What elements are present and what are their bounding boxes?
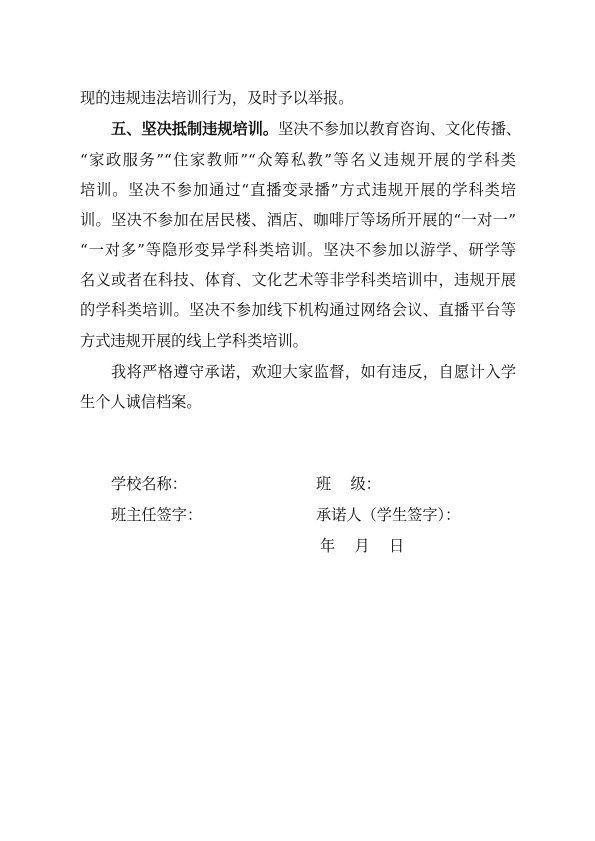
head-teacher-signature-label: 班主任签字： [111,506,203,524]
class-label: 班 级： [316,475,381,493]
section-5-first-line [111,119,522,139]
section-5-line-6: 名义或者在科技、体育、文化艺术等非学科类培训中，违规开展 [80,271,516,289]
pledger-signature-label: 承诺人（学生签字）： [316,506,461,524]
pledge-line-2: 生个人诚信档案。 [80,393,202,411]
section-5-heading: 五、坚决抵制违规培训。 [111,120,279,138]
date-label: 年 月 日 [320,537,405,555]
section-5-line-2: “家政服务”“住家教师”“众筹私教”等名义违规开展的学科类 [80,151,516,169]
section-5-line-8: 方式违规开展的线上学科类培训。 [80,332,308,350]
section-5-line-4: 训。坚决不参加在居民楼、酒店、咖啡厅等场所开展的“一对一” [80,211,516,229]
section-5-line-5: “一对多”等隐形变异学科类培训。坚决不参加以游学、研学等 [80,241,516,259]
pledge-line-1: 我将严格遵守承诺，欢迎大家监督，如有违反，自愿计入学 [111,363,516,381]
section-5-line-1-text: 坚决不参加以教育咨询、文化传播、 [278,120,522,138]
paragraph-continuation-line: 现的违规违法培训行为，及时予以举报。 [80,89,354,107]
school-name-label: 学校名称： [111,475,187,493]
section-5-line-3: 培训。坚决不参加通过“直播变录播”方式违规开展的学科类培 [80,181,516,199]
section-5-line-7: 的学科类培训。坚决不参加线下机构通过网络会议、直播平台等 [80,301,516,319]
